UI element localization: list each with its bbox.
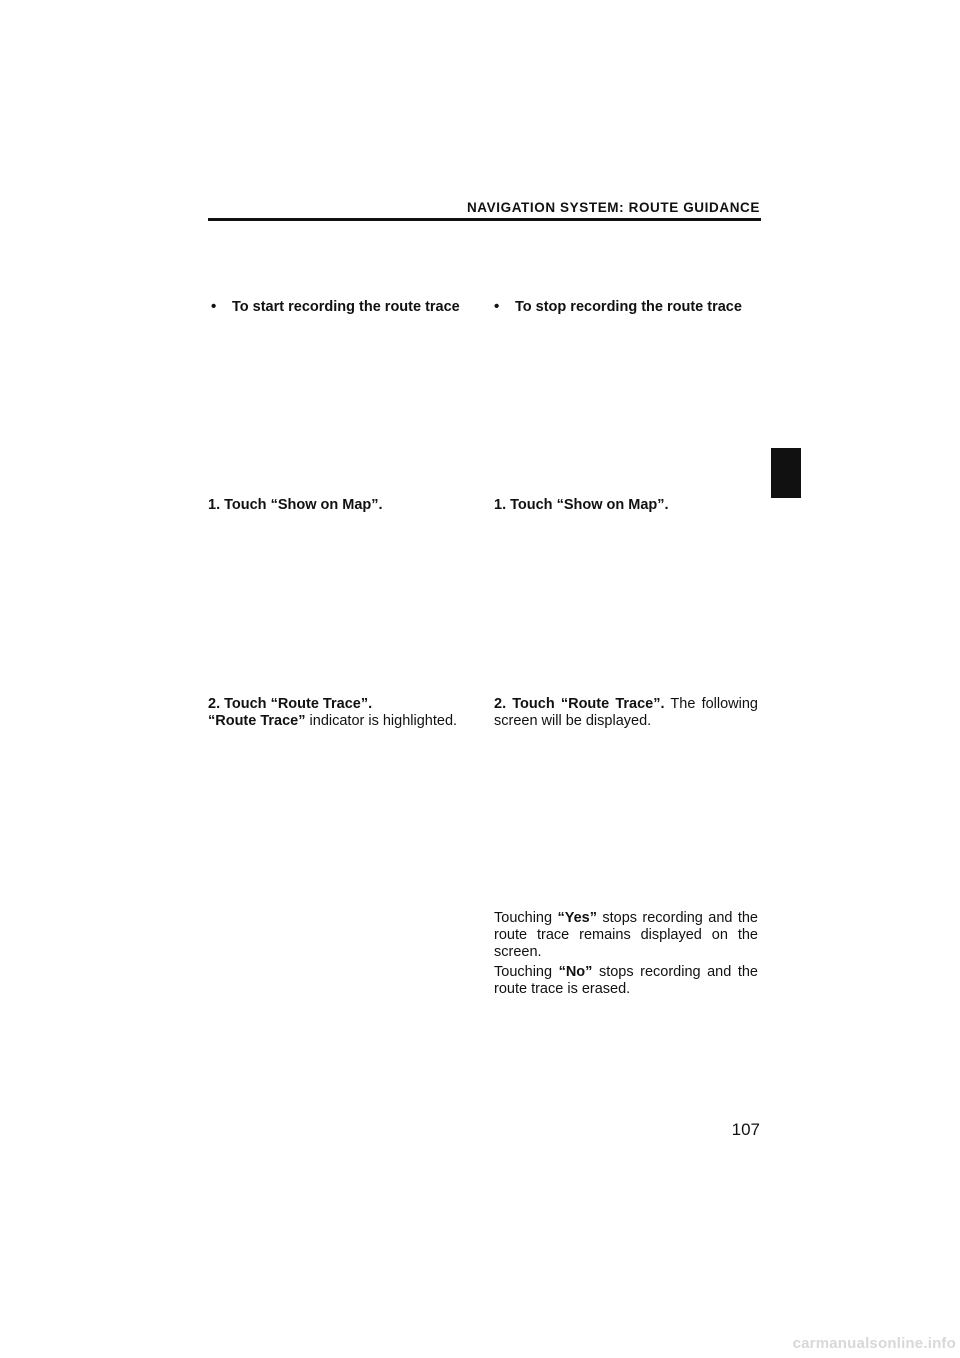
yes-paragraph bbox=[494, 910, 758, 961]
yes-text: stops recording and the route trace remains displayed on the screen. bbox=[494, 910, 758, 960]
step-2-label: 2. Touch “Route Trace”. bbox=[494, 696, 665, 712]
bullet-icon: • bbox=[211, 298, 217, 315]
heading-text: To start recording the route trace bbox=[232, 299, 460, 315]
page-number: 107 bbox=[731, 1120, 760, 1139]
stop-step-1: 1. Touch “Show on Map”. bbox=[494, 497, 669, 513]
stop-recording-heading bbox=[494, 298, 742, 315]
yes-label: “Yes” bbox=[557, 910, 597, 926]
no-paragraph bbox=[494, 964, 758, 998]
no-prefix: Touching bbox=[494, 964, 559, 980]
start-step-2: 2. Touch “Route Trace”. bbox=[208, 696, 373, 712]
stop-step-2 bbox=[494, 696, 758, 730]
watermark: carmanualsonline.info bbox=[792, 1335, 956, 1352]
route-trace-label: “Route Trace” bbox=[208, 713, 306, 729]
heading-text: To stop recording the route trace bbox=[515, 299, 742, 315]
header-rule bbox=[208, 218, 761, 221]
start-step-2-note bbox=[208, 713, 472, 730]
start-recording-heading bbox=[211, 298, 460, 315]
no-label: “No” bbox=[558, 964, 593, 980]
note-text: indicator is highlighted. bbox=[305, 713, 458, 729]
section-title: NAVIGATION SYSTEM: ROUTE GUIDANCE bbox=[466, 200, 760, 215]
step-2-text: The following screen will be displayed. bbox=[494, 696, 758, 729]
start-step-1: 1. Touch “Show on Map”. bbox=[208, 497, 383, 513]
no-text: stops recording and the route trace is erased. bbox=[494, 964, 758, 997]
chapter-tab bbox=[771, 448, 801, 498]
yes-prefix: Touching bbox=[494, 910, 558, 926]
bullet-icon: • bbox=[494, 298, 500, 315]
